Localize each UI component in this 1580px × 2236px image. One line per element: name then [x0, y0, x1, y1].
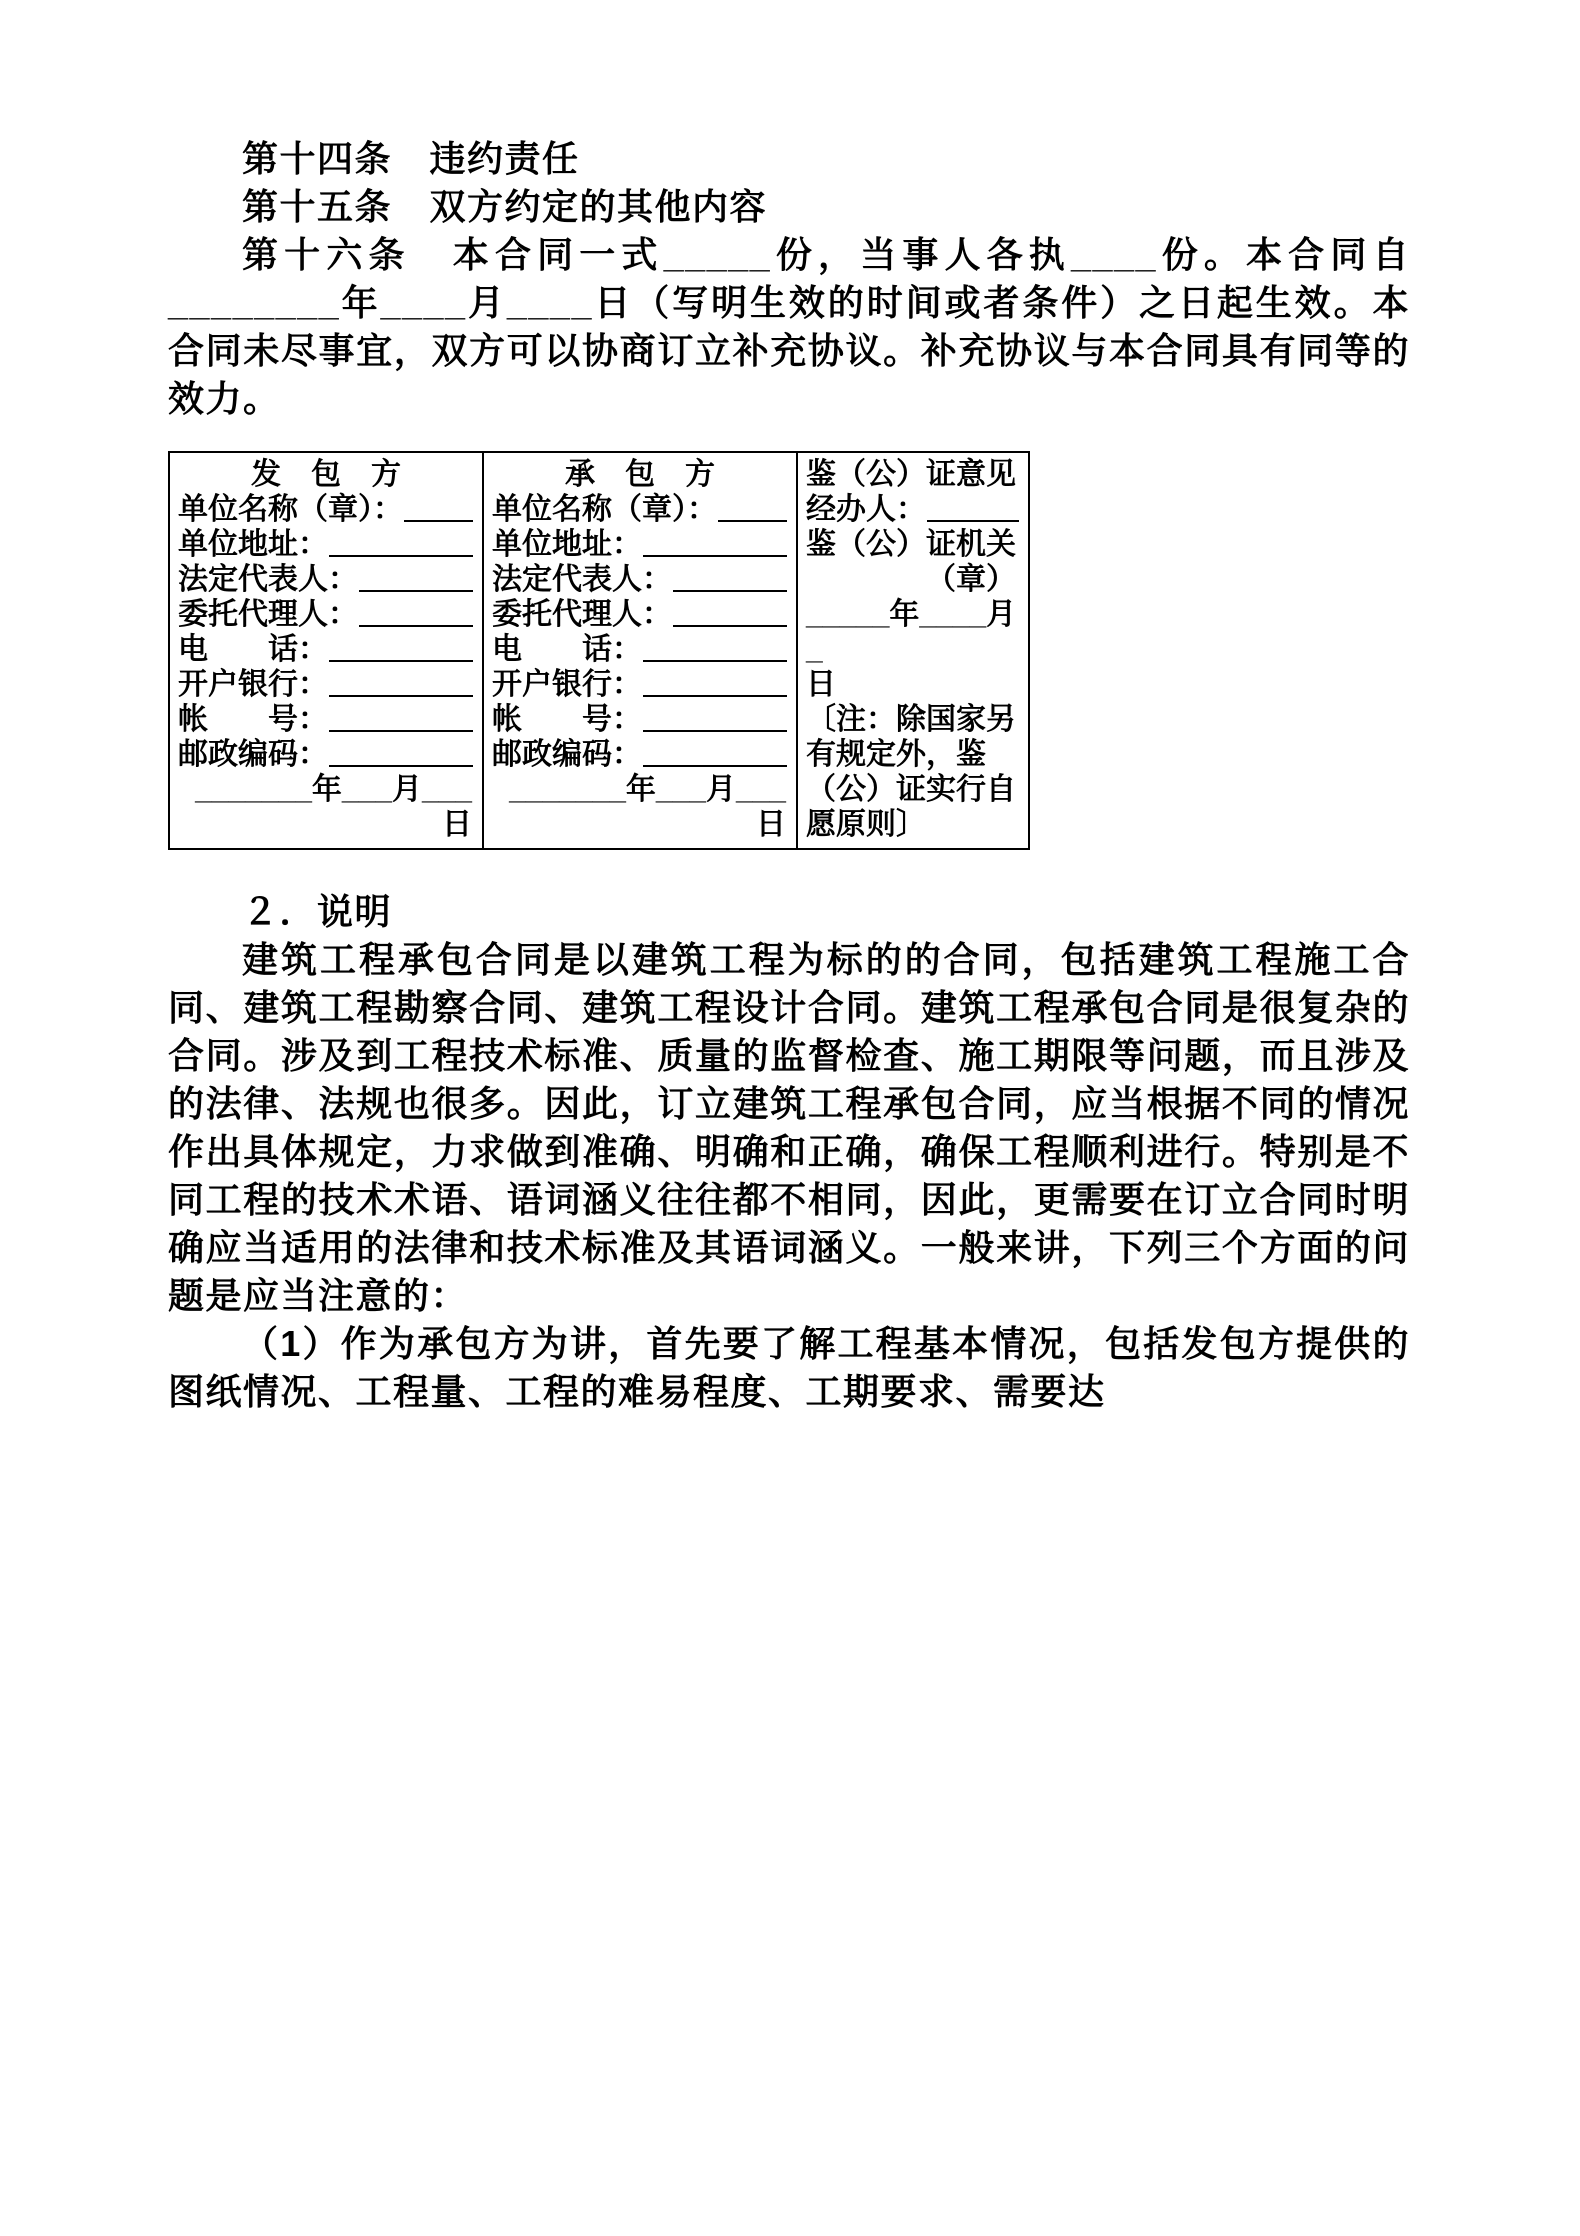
- party-a-field-row: [178, 597, 474, 632]
- party-a-field-row: [178, 702, 474, 737]
- blank-line: [404, 492, 473, 522]
- field-label-bank: 开户银行：: [492, 668, 642, 701]
- notary-note-line: 愿原则〕: [806, 808, 926, 841]
- blank-line: [329, 527, 473, 557]
- blank-line: [643, 702, 787, 732]
- party-a-field-row: [178, 527, 474, 562]
- party-b-field-row: [492, 597, 788, 632]
- field-label-legal-rep: 法定代表人：: [178, 563, 358, 596]
- field-label-agent: 委托代理人：: [492, 598, 672, 631]
- field-label-phone: 电 话：: [492, 633, 642, 666]
- section-2-item-1: （1）作为承包方为讲，首先要了解工程基本情况，包括发包方提供的图纸情况、工程量、工程的难易程度、工期要求、需要达: [168, 1323, 1410, 1412]
- field-label-legal-rep: 法定代表人：: [492, 563, 672, 596]
- party-a-date-line: _______年___月___日: [195, 773, 472, 841]
- notary-seal-line: （章）: [926, 563, 1016, 596]
- blank-line: [329, 737, 473, 767]
- blank-line: [329, 667, 473, 697]
- notary-note-line: 〔注：除国家另: [806, 703, 1016, 736]
- field-label-phone: 电 话：: [178, 633, 328, 666]
- blank-line: [643, 632, 787, 662]
- blank-line: [673, 562, 787, 592]
- section-2-paragraph: 建筑工程承包合同是以建筑工程为标的的合同，包括建筑工程施工合同、建筑工程勘察合同、建筑工程设计合同。建筑工程承包合同是很复杂的合同。涉及到工程技术标准、质量的监督检查、施工期限等问题，而且涉及的法律、法规也很多。因此，订立建筑工程承包合同，应当根据不同的情况作出具体规定，力求做到准确、明确和正确，确保工程顺利进行。特别是不同工程的技术术语、语词涵义往往都不相同，因此，更需要在订立合同时明确应当适用的法律和技术标准及其语词涵义。一般来讲，下列三个方面的问题是应当注意的：: [168, 939, 1410, 1316]
- notary-cell: [797, 452, 1029, 849]
- party-b-field-row: [492, 667, 788, 702]
- party-a-field-row: [178, 562, 474, 597]
- blank-line: [329, 702, 473, 732]
- field-label-account: 帐 号：: [492, 703, 642, 736]
- field-label-address: 单位地址：: [178, 528, 328, 561]
- field-label-address: 单位地址：: [492, 528, 642, 561]
- blank-line: [359, 597, 473, 627]
- clause-14: 第十四条 违约责任: [242, 138, 580, 179]
- field-label-postcode: 邮政编码：: [178, 738, 328, 771]
- field-label-account: 帐 号：: [178, 703, 328, 736]
- party-b-field-row: [492, 562, 788, 597]
- party-a-cell: [169, 452, 483, 849]
- clause-16: 第十六条 本合同一式_____份，当事人各执____份。本合同自________年____月____日（写明生效的时间或者条件）之日起生效。本合同未尽事宜，双方可以协商订立补充协议。补充协议与本合同具有同等的效力。: [168, 234, 1410, 419]
- clause-15: 第十五条 双方约定的其他内容: [242, 186, 768, 227]
- party-b-field-row: [492, 737, 788, 772]
- party-a-field-row: [178, 632, 474, 667]
- party-a-field-row: [178, 737, 474, 772]
- blank-line: [643, 737, 787, 767]
- notary-handler-row: [806, 492, 1020, 527]
- notary-note-line: 有规定外，鉴: [806, 738, 986, 771]
- party-b-date-line: _______年___月___日: [509, 773, 786, 841]
- party-a-title: 发 包 方: [251, 458, 401, 491]
- field-label-postcode: 邮政编码：: [492, 738, 642, 771]
- field-label-handler: 经办人：: [806, 493, 926, 526]
- party-a-field-row: [178, 492, 474, 527]
- party-b-field-row: [492, 527, 788, 562]
- party-b-field-row: [492, 492, 788, 527]
- blank-line: [643, 667, 787, 697]
- blank-line: [673, 597, 787, 627]
- party-b-field-row: [492, 632, 788, 667]
- notary-date-line: _____年____月_: [806, 598, 1017, 666]
- notary-date-line-wrap: 日: [806, 668, 836, 701]
- signature-table-row: [169, 452, 1029, 849]
- blank-line: [329, 632, 473, 662]
- signature-table: [168, 451, 1030, 850]
- party-b-field-row: [492, 702, 788, 737]
- field-label-unit-name: 单位名称（章）：: [492, 493, 717, 526]
- notary-authority-line: 鉴（公）证机关: [806, 528, 1016, 561]
- field-label-agent: 委托代理人：: [178, 598, 358, 631]
- party-b-title: 承 包 方: [565, 458, 715, 491]
- field-label-unit-name: 单位名称（章）：: [178, 493, 403, 526]
- notary-note-line: （公）证实行自: [806, 773, 1016, 806]
- blank-line: [643, 527, 787, 557]
- blank-line: [359, 562, 473, 592]
- notary-title: 鉴（公）证意见: [806, 458, 1016, 491]
- party-a-field-row: [178, 667, 474, 702]
- field-label-bank: 开户银行：: [178, 668, 328, 701]
- party-b-cell: [483, 452, 797, 849]
- section-2-heading: ２．说明: [242, 891, 393, 932]
- blank-line: [927, 492, 1019, 522]
- blank-line: [718, 492, 787, 522]
